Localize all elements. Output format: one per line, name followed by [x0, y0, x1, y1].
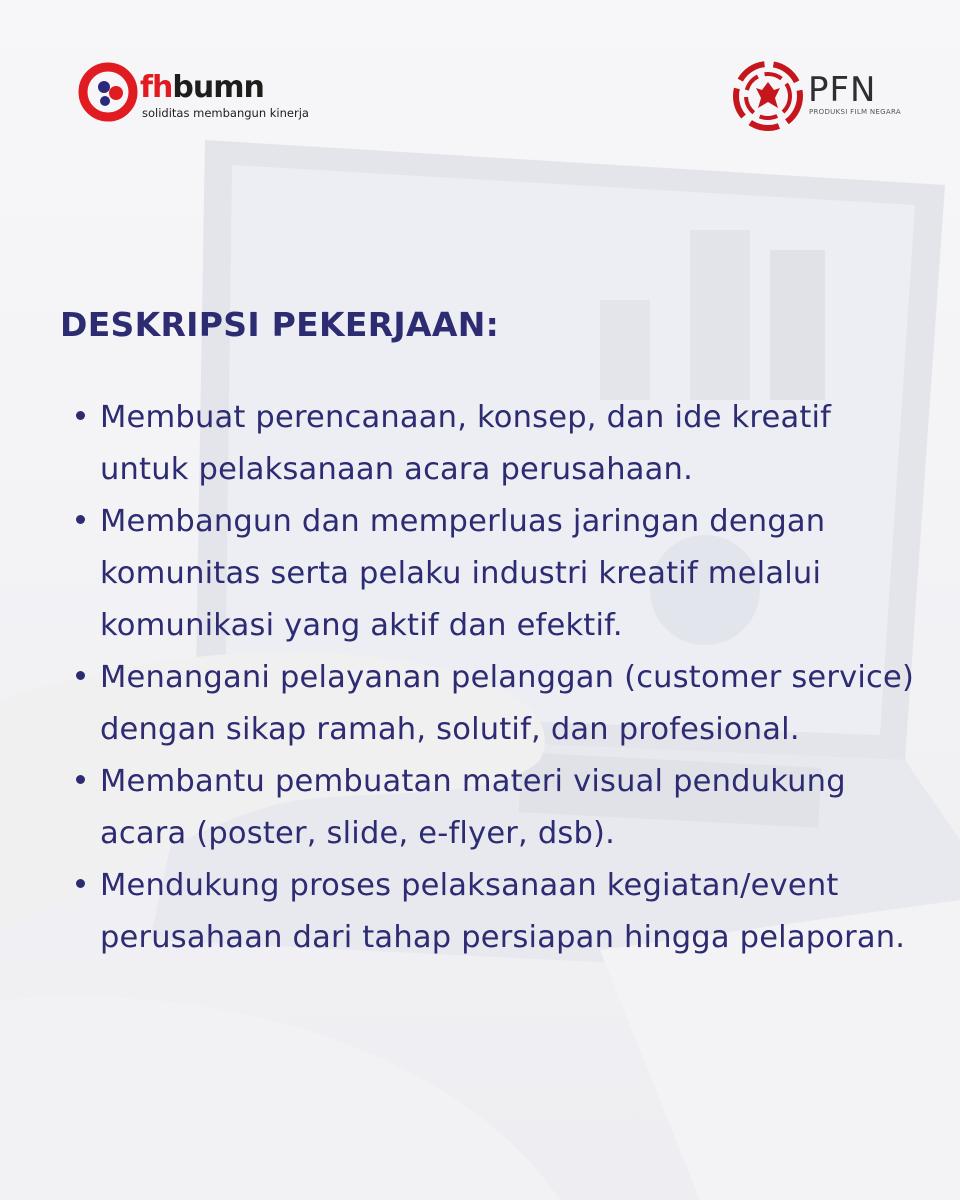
bullet-icon: [76, 775, 85, 784]
fhbumn-emblem-icon: [78, 62, 138, 128]
job-description-list: [60, 392, 920, 964]
list-item: [60, 496, 920, 652]
section-heading: DESKRIPSI PEKERJAAN:: [60, 305, 500, 344]
list-item-text: Membuat perencanaan, konsep, dan ide kreatif untuk pelaksanaan acara perusahaan.: [100, 400, 832, 487]
bullet-icon: [76, 411, 85, 420]
list-item: [60, 652, 920, 756]
pfn-tagline: PRODUKSI FILM NEGARA: [809, 108, 901, 116]
list-item-text: Membangun dan memperluas jaringan dengan komunitas serta pelaku industri kreatif melalui komunikasi yang aktif dan efektif.: [100, 504, 826, 643]
list-item: [60, 860, 920, 964]
list-item-text: Menangani pelayanan pelanggan (customer service) dengan sikap ramah, solutif, dan profesional.: [100, 660, 915, 747]
bullet-icon: [76, 515, 85, 524]
pfn-logo: [730, 58, 910, 136]
fhbumn-logo: [78, 62, 309, 132]
bullet-icon: [76, 879, 85, 888]
list-item: [60, 756, 920, 860]
list-item: [60, 392, 920, 496]
bullet-icon: [76, 671, 85, 680]
job-description-section: [60, 305, 920, 964]
pfn-emblem-icon: [730, 58, 806, 134]
fhbumn-logo-name: fhbumn: [140, 70, 264, 105]
list-item-text: Mendukung proses pelaksanaan kegiatan/event perusahaan dari tahap persiapan hingga pelaporan.: [100, 868, 906, 955]
pfn-logo-name: PFN: [808, 70, 877, 110]
fhbumn-tagline: soliditas membangun kinerja: [142, 106, 309, 120]
list-item-text: Membantu pembuatan materi visual pendukung acara (poster, slide, e-flyer, dsb).: [100, 764, 846, 851]
